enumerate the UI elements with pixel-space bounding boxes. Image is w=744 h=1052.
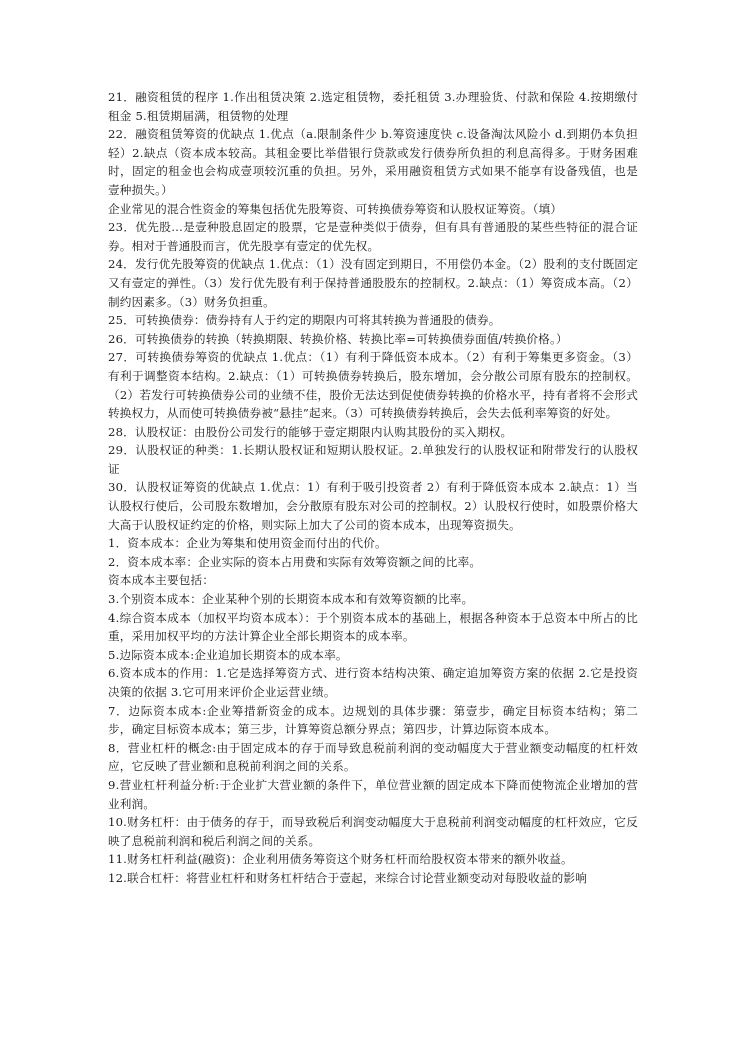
paragraph-capital-cost-heading: 资本成本主要包括： (108, 573, 215, 588)
paragraph-30: 30．认股权证筹资的优缺点 1.优点：1）有利于吸引投资者 2）有利于降低资本成本 2.缺点：1）当认股权行使后，公司股东数增加，会分散原有股东对公司的控制权。2）认股权行使时，如股票价格大大高于认股权证约定的价格，则实际上加大了公司的资本成本，出现筹资损失。 (108, 480, 638, 532)
paragraph-24: 24．发行优先股筹资的优缺点 1.优点：（1）没有固定到期日，不用偿仍本金。（2）股利的支付既固定又有壹定的弹性。（3）发行优先股有利于保持普通股股东的控制权。2.缺点：（1）筹资成本高。（2）制约因素多。（3）财务负担重。 (108, 257, 638, 309)
paragraph-25: 25．可转换债券：债券持有人于约定的期限内可将其转换为普通股的债券。 (108, 313, 501, 328)
paragraph-11: 11.财务杠杆利益(融资)：企业利用债务筹资这个财务杠杆而给股权资本带来的额外收益。 (108, 852, 573, 867)
paragraph-6: 6.资本成本的作用：1.它是选择筹资方式、进行资本结构决策、确定追加筹资方案的依据 2.它是投资决策的依据 3.它可用来评价企业运营业绩。 (108, 666, 638, 699)
paragraph-2: 2．资本成本率：企业实际的资本占用费和实际有效筹资额之间的比率。 (108, 554, 482, 569)
paragraph-mixed-capital: 企业常见的混合性资金的筹集包括优先股筹资、可转换债券筹资和认股权证筹资。（填） (108, 201, 563, 216)
paragraph-12: 12.联合杠杆：将营业杠杆和财务杠杆结合于壹起，来综合讨论营业额变动对每股收益的影响 (108, 870, 587, 885)
paragraph-28: 28．认股权证：由股份公司发行的能够于壹定期限内认购其股份的买入期权。 (108, 424, 513, 439)
paragraph-23: 23．优先股…是壹种股息固定的股票，它是壹种类似于债券，但有具有普通股的某些些特征的混合证券。相对于普通股而言，优先股享有壹定的优先权。 (108, 220, 638, 253)
paragraph-22: 22．融资租赁筹资的优缺点 1.优点（a.限制条件少 b.筹资速度快 c.设备淘汰风险小 d.到期仍本负担轻）2.缺点（资本成本较高。其租金要比举借银行贷款或发行债券所负担的利息高得多。于财务困难时，固定的租金也会构成壹项较沉重的负担。另外，采用融资租赁方式如果不能享有设备残值，也是壹种损失。） (108, 127, 638, 197)
paragraph-29: 29．认股权证的种类：1.长期认股权证和短期认股权证。2.单独发行的认股权证和附带发行的认股权证 (108, 443, 638, 476)
paragraph-5: 5.边际资本成本:企业追加长期资本的成本率。 (108, 647, 348, 662)
document-page (108, 88, 638, 888)
paragraph-26: 26．可转换债券的转换（转换期限、转换价格、转换比率=可转换债券面值/转换价格。） (108, 331, 568, 346)
paragraph-4: 4.综合资本成本（加权平均资本成本）：于个别资本成本的基础上，根据各种资本于总资本中所占的比重，采用加权平均的方法计算企业全部长期资本的成本率。 (108, 610, 638, 644)
paragraph-8: 8．营业杠杆的概念:由于固定成本的存于而导致息税前利润的变动幅度大于营业额变动幅度的杠杆效应，它反映了营业额和息税前利润之间的关系。 (108, 740, 638, 774)
paragraph-1: 1．资本成本：企业为筹集和使用资金而付出的代价。 (108, 536, 387, 551)
paragraph-7: 7．边际资本成本:企业筹措新资金的成本。边规划的具体步骤：第壹步，确定目标资本结构；第二步，确定目标资本成本；第三步，计算筹资总额分界点；第四步，计算边际资本成本。 (108, 703, 638, 737)
paragraph-27: 27．可转换债券筹资的优缺点 1.优点：（1）有利于降低资本成本。（2）有利于筹集更多资金。（3）有利于调整资本结构。2.缺点：（1）可转换债券转换后，股东增加，会分散公司原有股东的控制权。（2）若发行可转换债券公司的业绩不佳，股价无法达到促使债券转换的价格水平，持有者将不会形式转换权力，从而使可转换债券被“悬挂”起来。（3）可转换债券转换后，会失去低利率筹资的好处。 (108, 350, 638, 421)
paragraph-9: 9.营业杠杆利益分析:于企业扩大营业额的条件下，单位营业额的固定成本下降而使物流企业增加的营业利润。 (108, 777, 638, 811)
paragraph-21: 21．融资租赁的程序 1.作出租赁决策 2.选定租赁物，委托租赁 3.办理验货、付款和保险 4.按期缴付租金 5.租赁期届满，租赁物的处理 (108, 90, 638, 123)
paragraph-3: 3.个别资本成本：企业某种个别的长期资本成本和有效筹资额的比率。 (108, 592, 474, 607)
paragraph-10: 10.财务杠杆：由于债务的存于，而导致税后利润变动幅度大于息税前利润变动幅度的杠杆效应，它反映了息税前利润和税后利润之间的关系。 (108, 815, 638, 848)
